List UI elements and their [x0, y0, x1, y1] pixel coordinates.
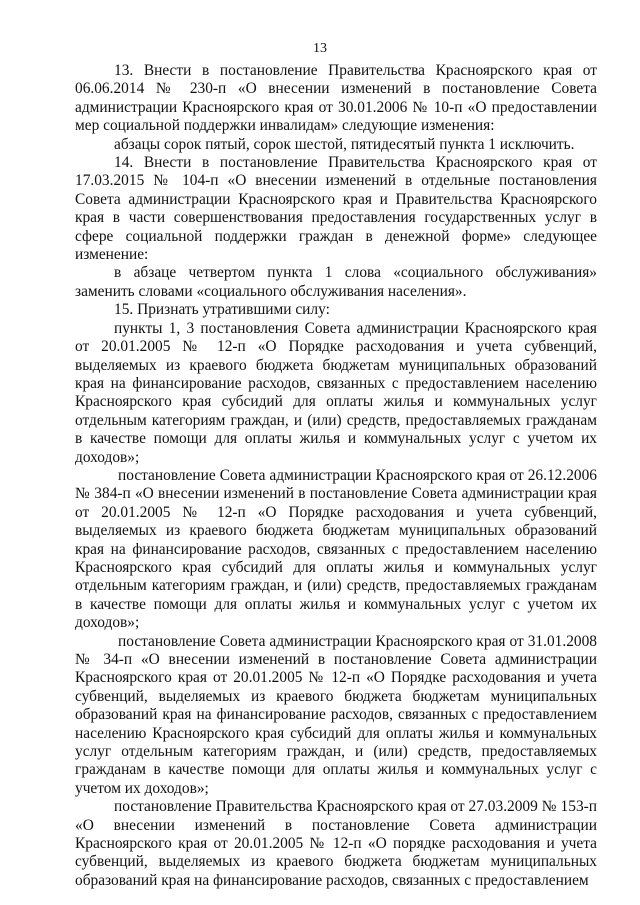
paragraph-repeal-4: постановление Правительства Красноярского края от 27.03.2009 № 153-п «О внесении изменений в постановление Совета администрации Красноярского края от 20.01.2005 № 12-п «О порядке расходования и учета субвенций, выделяемых из краевого бюджета бюджетам муниципальных образований края на финансирование расходов, связанных с предоставлением — [75, 798, 597, 889]
paragraph-item-13: 13. Внести в постановление Правительства Красноярского края от 06.06.2014 № 230-п «О внесении изменений в постановление Совета администрации Красноярского края от 30.01.2006 № 10-п «О предоставлении мер социальной поддержки инвалидам» следующие изменения: — [75, 62, 597, 135]
document-body — [75, 62, 597, 890]
paragraph-item-15: 15. Признать утратившими силу: — [114, 301, 330, 319]
paragraph-item-14-text: в абзаце четвертом пункта 1 слова «социального обслуживания» заменить словами «социального обслуживания населения». — [75, 264, 597, 300]
paragraph-repeal-3: постановление Совета администрации Красноярского края от 31.01.2008 № 34-п «О внесении изменений в постановление Совета администрации Красноярского края от 20.01.2005 № 12-п «О Порядке расходования и учета субвенций, выделяемых из краевого бюджета бюджетам муниципальных образований края на финансирование расходов, связанных с предоставлением населению Красноярского края субсидий для оплаты жилья и коммунальных услуг отдельным категориям граждан, и (или) средств, предоставляемых гражданам в качестве помощи для оплаты жилья и коммунальных услуг с учетом их доходов»; — [75, 632, 597, 797]
paragraph-item-13-text: абзацы сорок пятый, сорок шестой, пятидесятый пункта 1 исключить. — [114, 135, 575, 153]
page-number: 13 — [313, 41, 327, 56]
paragraph-repeal-2: постановление Совета администрации Красноярского края от 26.12.2006 № 384-п «О внесении изменений в постановление Совета администрации края от 20.01.2005 № 12-п «О Порядке расходования и учета субвенций, выделяемых из краевого бюджета бюджетам муниципальных образований края на финансирование расходов, связанных с предоставлением населению Красноярского края субсидий для оплаты жилья и коммунальных услуг отдельным категориям граждан, и (или) средств, предоставляемых гражданам в качестве помощи для оплаты жилья и коммунальных услуг с учетом их доходов»; — [75, 466, 597, 632]
paragraph-item-14: 14. Внести в постановление Правительства Красноярского края от 17.03.2015 № 104-п «О внесении изменений в отдельные постановления Совета администрации Красноярского края и Правительства Красноярского края в части совершенствования предоставления государственных услуг в сфере социальной поддержки граждан в денежной форме» следующее изменение: — [75, 154, 597, 264]
paragraph-repeal-1: пункты 1, 3 постановления Совета администрации Красноярского края от 20.01.2005 № 12-п «О Порядке расходования и учета субвенций, выделяемых из краевого бюджета бюджетам муниципальных образований края на финансирование расходов, связанных с предоставлением населению Красноярского края субсидий для оплаты жилья и коммунальных услуг отдельным категориям граждан, и (или) средств, предоставляемых гражданам в качестве помощи для оплаты жилья и коммунальных услуг с учетом их доходов»; — [75, 319, 597, 466]
